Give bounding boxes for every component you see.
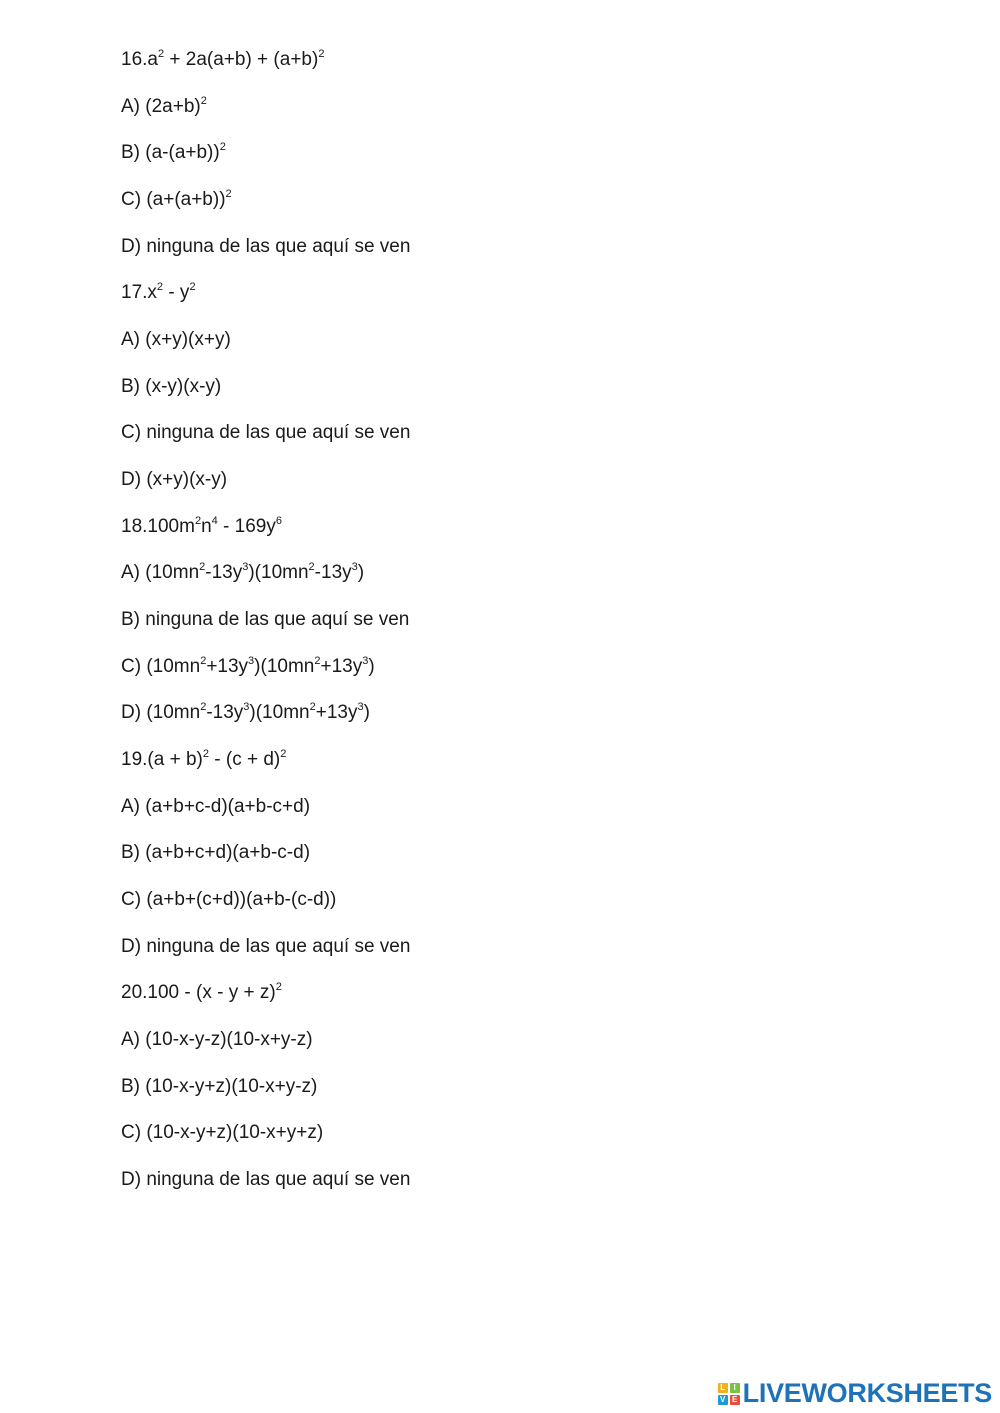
- answer-option: [121, 95, 207, 119]
- text-segment: D) ninguna de las que aquí se ven: [121, 235, 411, 257]
- question-stem: [121, 48, 324, 72]
- superscript: 2: [200, 654, 207, 667]
- answer-option: [121, 1168, 410, 1192]
- text-segment: C) (a+b+(c+d))(a+b-(c-d)): [121, 889, 337, 911]
- answer-option: [121, 888, 336, 912]
- superscript: 2: [157, 48, 165, 60]
- text-segment: -13y: [314, 562, 352, 584]
- text-segment: A) (a+b+c-d)(a+b-c+d): [121, 795, 311, 817]
- text-segment: n: [201, 515, 212, 537]
- text-segment: A) (2a+b): [121, 95, 201, 117]
- answer-option: [121, 235, 410, 259]
- text-segment: B) (10-x-y+z)(10-x+y-z): [121, 1075, 318, 1097]
- superscript: 2: [309, 701, 316, 714]
- question-stem: [121, 981, 282, 1005]
- answer-option: [121, 608, 409, 632]
- text-segment: -13y: [205, 562, 243, 584]
- answer-option: [121, 795, 310, 819]
- answer-option: [121, 561, 364, 585]
- answer-option: [121, 1028, 313, 1052]
- question-stem: [121, 515, 282, 539]
- text-segment: )(10mn: [254, 655, 315, 677]
- answer-option: [121, 375, 221, 399]
- logo-letter: E: [730, 1395, 740, 1405]
- text-segment: C) (10-x-y+z)(10-x+y+z): [121, 1122, 324, 1144]
- text-segment: D) ninguna de las que aquí se ven: [121, 1169, 411, 1191]
- text-segment: - (c + d): [208, 749, 281, 771]
- liveworksheets-footer: [718, 1378, 992, 1409]
- answer-option: [121, 1121, 323, 1145]
- superscript: 2: [156, 281, 164, 294]
- text-segment: C) (a+(a+b)): [121, 189, 226, 210]
- text-segment: 18.100m: [121, 515, 195, 537]
- answer-option: [121, 701, 370, 725]
- text-segment: B) (a-(a+b)): [121, 142, 220, 164]
- superscript: 3: [351, 561, 358, 574]
- text-segment: B) ninguna de las que aquí se ven: [121, 609, 410, 631]
- text-segment: -13y: [206, 702, 244, 724]
- superscript: 3: [242, 561, 249, 574]
- text-segment: C) ninguna de las que aquí se ven: [121, 422, 411, 444]
- text-segment: - 169y: [217, 515, 276, 537]
- answer-option: [121, 1075, 317, 1099]
- text-segment: D) (x+y)(x-y): [121, 469, 228, 491]
- answer-option: [121, 468, 227, 492]
- text-segment: D) (10mn: [121, 702, 201, 724]
- superscript: 2: [202, 748, 209, 761]
- superscript: 2: [225, 188, 232, 200]
- answer-option: [121, 655, 375, 679]
- superscript: 2: [275, 981, 282, 994]
- text-segment: B) (a+b+c+d)(a+b-c-d): [121, 842, 311, 864]
- superscript: 3: [243, 701, 250, 714]
- superscript: 4: [211, 514, 218, 527]
- superscript: 3: [248, 654, 255, 667]
- text-segment: 17.x: [121, 282, 157, 304]
- text-segment: 20.100 - (x - y + z): [121, 982, 276, 1004]
- superscript: 2: [219, 141, 226, 154]
- text-segment: +13y: [320, 655, 363, 677]
- text-segment: ): [363, 702, 370, 724]
- text-segment: B) (x-y)(x-y): [121, 375, 222, 397]
- logo-letter: L: [718, 1383, 728, 1393]
- superscript: 2: [200, 701, 207, 714]
- text-segment: - y: [163, 282, 190, 304]
- liveworksheets-logo-icon: [718, 1383, 740, 1405]
- superscript: 2: [194, 514, 202, 527]
- answer-option: [121, 841, 310, 865]
- text-segment: D) ninguna de las que aquí se ven: [121, 935, 411, 957]
- text-segment: C) (10mn: [121, 655, 201, 677]
- superscript: 2: [308, 561, 315, 574]
- text-segment: A) (10-x-y-z)(10-x+y-z): [121, 1029, 313, 1051]
- text-segment: ): [357, 562, 365, 584]
- superscript: 6: [275, 514, 282, 527]
- superscript: 2: [200, 94, 207, 107]
- superscript: 3: [357, 701, 364, 714]
- brand-name: LIVEWORKSHEETS: [742, 1378, 992, 1408]
- superscript: 2: [280, 748, 287, 761]
- logo-letter: I: [730, 1383, 740, 1393]
- answer-option: [121, 421, 410, 445]
- text-segment: )(10mn: [249, 702, 310, 724]
- question-stem: [121, 281, 196, 305]
- superscript: 2: [318, 48, 325, 60]
- superscript: 2: [314, 654, 321, 667]
- text-segment: +13y: [315, 702, 358, 724]
- text-segment: A) (10mn: [121, 562, 200, 584]
- text-segment: )(10mn: [248, 562, 309, 584]
- text-segment: 16.a: [121, 49, 158, 70]
- text-segment: 19.(a + b): [121, 749, 203, 771]
- question-stem: [121, 748, 286, 772]
- logo-letter: V: [718, 1395, 728, 1405]
- answer-option: [121, 188, 232, 212]
- text-segment: + 2a(a+b) + (a+b): [164, 49, 319, 70]
- superscript: 2: [189, 281, 196, 294]
- answer-option: [121, 328, 231, 352]
- text-segment: ): [368, 655, 375, 677]
- text-segment: +13y: [206, 655, 249, 677]
- superscript: 3: [362, 654, 369, 667]
- answer-option: [121, 141, 226, 165]
- answer-option: [121, 935, 410, 959]
- superscript: 2: [199, 561, 206, 574]
- text-segment: A) (x+y)(x+y): [121, 329, 231, 351]
